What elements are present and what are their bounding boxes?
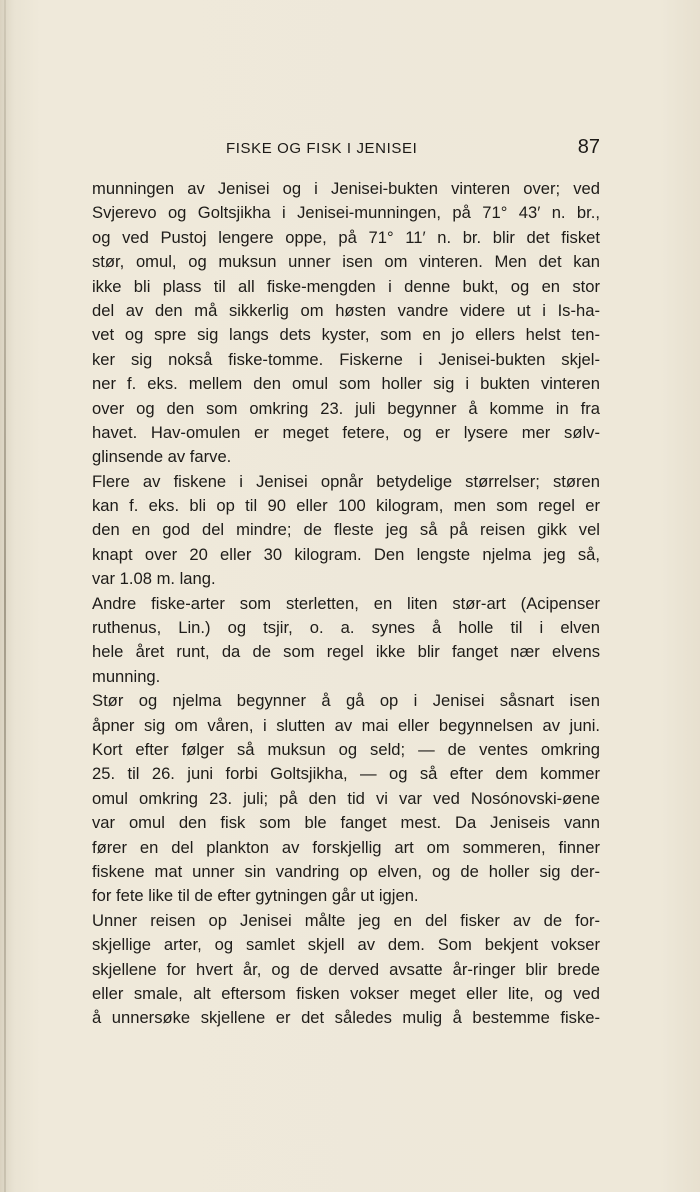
text-line: munningen av Jenisei og i Jenisei-bukten vinteren over; ved [92,179,600,198]
text-line: knapt over 20 eller 30 kilogram. Den lengste njelma jeg så, [92,544,600,564]
text-line: Kort efter følger så muksun og seld; — de ventes omkring [92,739,600,759]
text-line: Stør og njelma begynner å gå op i Jenisei såsnart isen [92,691,600,711]
text-line: åpner sig om våren, i slutten av mai eller begynnelsen av juni. [92,715,600,735]
paragraph-2 [92,470,600,592]
text-line: ker sig nokså fiske-tomme. Fiskerne i Jenisei-bukten skjel- [92,349,600,369]
page-header [92,136,600,166]
text-line: hele året runt, da de som regel ikke blir fanget nær elvens [92,642,600,662]
text-line: munning. [92,666,161,686]
paragraph-4 [92,689,600,909]
text-line: vet og spre sig langs dets kyster, som en jo ellers helst ten- [92,325,600,345]
text-line: 25. til 26. juni forbi Goltsjikha, — og så efter dem kommer [92,764,600,784]
paragraph-1 [92,177,600,470]
text-line: fiskene mat unner sin vandring op elven, og de holler sig der- [92,861,600,881]
text-line: glinsende av farve. [92,447,232,467]
text-line: kan f. eks. bli op til 90 eller 100 kilogram, men som regel er [92,496,600,516]
text-line: for fete like til de efter gytningen går ut igjen. [92,886,419,906]
text-line: havet. Hav-omulen er meget fetere, og er lysere mer sølv- [92,422,600,442]
text-line: over og den som omkring 23. juli begynner å komme in fra [92,398,600,418]
text-line: fører en del plankton av forskjellig art om sommeren, finner [92,837,600,857]
text-line: Andre fiske-arter som sterletten, en liten stør-art (Acipenser [92,593,600,613]
text-line: stør, omul, og muksun unner isen om vinteren. Men det kan [92,252,600,272]
text-line: Svjerevo og Goltsjikha i Jenisei-munningen, på 71° 43′ n. br., [92,203,600,223]
text-line: skjellene for hvert år, og de derved avsatte år-ringer blir brede [92,959,600,979]
text-line: var 1.08 m. lang. [92,569,216,589]
body-text [92,177,600,1031]
text-line: var omul den fisk som ble fanget mest. Da Jeniseis vann [92,813,600,833]
page-number: 87 [577,136,600,158]
text-line: å unnersøke skjellene er det således mulig å bestemme fiske- [92,1008,600,1028]
text-line: eller smale, alt eftersom fisken vokser meget eller lite, og ved [92,983,600,1003]
text-line: ruthenus, Lin.) og tsjir, o. a. synes å holle til i elven [92,618,600,638]
text-line: og ved Pustoj lengere oppe, på 71° 11′ n. br. blir det fisket [92,227,600,247]
text-line: den en god del mindre; de fleste jeg så på reisen gikk vel [92,520,600,540]
text-line: omul omkring 23. juli; på den tid vi var ved Nosónovski-øene [92,788,600,808]
text-line: ner f. eks. mellem den omul som holler sig i bukten vinteren [92,374,600,394]
running-head: FISKE OG FISK I JENISEI [226,140,418,157]
text-line: skjellige arter, og samlet skjell av dem. Som bekjent vokser [92,935,600,955]
text-line: del av den må sikkerlig om høsten vandre videre ut i Is-ha- [92,300,600,320]
text-line: ikke bli plass til all fiske-mengden i denne bukt, og en stor [92,276,600,296]
text-line: Flere av fiskene i Jenisei opnår betydelige størrelser; støren [92,471,600,491]
paragraph-3 [92,592,600,690]
paragraph-5 [92,909,600,1031]
text-line: Unner reisen op Jenisei målte jeg en del fisker av de for- [92,910,600,930]
page-gutter-edge [4,0,6,1192]
